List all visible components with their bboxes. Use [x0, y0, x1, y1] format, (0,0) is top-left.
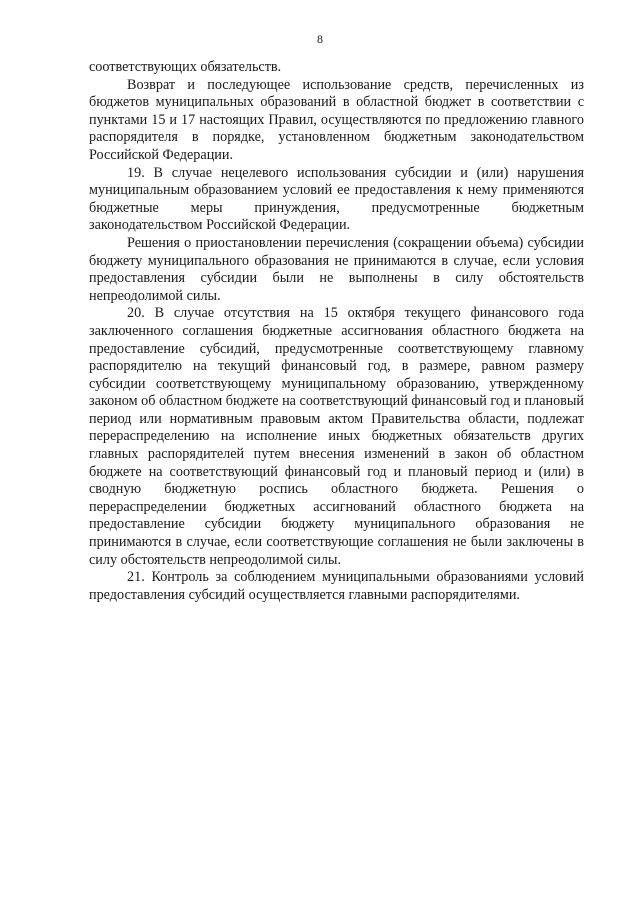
- page-number: 8: [317, 32, 323, 46]
- paragraph-suspension: Решения о приостановлении перечисления (сокращении объема) субсидии бюджету муниципального образования не принимаются в случае, если условия предоставления субсидии были не выполнены в силу обстоятельств непреодолимой силы.: [89, 234, 584, 304]
- document-body: [89, 59, 584, 604]
- paragraph-21: 21. Контроль за соблюдением муниципальными образованиями условий предоставления субсидий осуществляется главными распорядителями.: [89, 569, 584, 603]
- paragraph-continuation: соответствующих обязательств.: [89, 59, 282, 75]
- paragraph-20: 20. В случае отсутствия на 15 октября текущего финансового года заключенного соглашения бюджетные ассигнования областного бюджета на предоставление субсидий, предусмотренные соответствующему главному распорядителю на текущий финансовый год, в размере, равном размеру субсидии соответствующему муниципальному образованию, утвержденному законом об областном бюджете на соответствующий финансовый год и плановый период или нормативным правовым актом Правительства области, подлежат перераспределению на исполнение иных бюджетных обязательств других главных распорядителей путем внесения изменений в закон об областном бюджете на соответствующий финансовый год и плановый период и (или) в сводную бюджетную роспись областного бюджета. Решения о перераспределении бюджетных ассигнований областного бюджета на предоставление субсидии бюджету муниципального образования не принимаются в случае, если соответствующие соглашения не были заключены в силу обстоятельств непреодолимой силы.: [89, 305, 584, 568]
- paragraph-19: 19. В случае нецелевого использования субсидии и (или) нарушения муниципальным образованием условий ее предоставления к нему применяются бюджетные меры принуждения, предусмотренные бюджетным законодательством Российской Федерации.: [89, 164, 584, 234]
- paragraph-refund: Возврат и последующее использование средств, перечисленных из бюджетов муниципальных образований в областной бюджет в соответствии с пунктами 15 и 17 настоящих Правил, осуществляются по предложению главного распорядителя в порядке, установленном бюджетным законодательством Российской Федерации.: [89, 76, 584, 163]
